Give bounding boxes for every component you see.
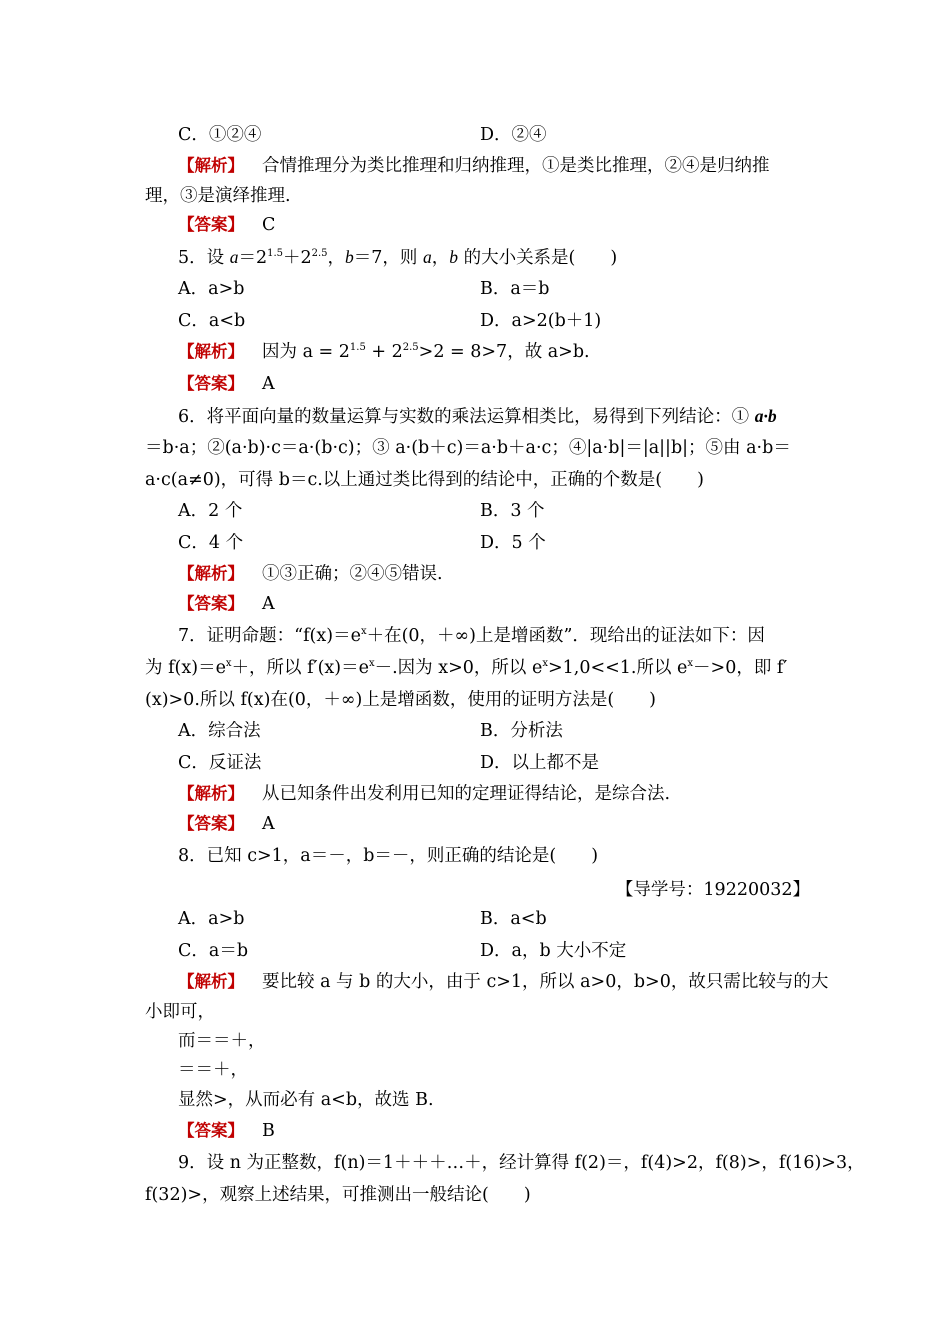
q7-option-b: B．分析法 (480, 721, 563, 741)
q6-options-ab (178, 499, 843, 523)
q8-option-d: D．a，b 大小不定 (480, 941, 627, 961)
q6-option-d: D．5 个 (480, 533, 546, 553)
q4-answer: 【答案】 C (178, 215, 276, 235)
q7-option-c: C．反证法 (178, 753, 262, 773)
q5-option-c: C．a<b (178, 311, 246, 331)
q8-analysis-line3: 而＝＝＋， (178, 1031, 266, 1051)
q5-options-cd (178, 309, 843, 333)
q8-option-c: C．a＝b (178, 941, 249, 961)
q8-options-ab (178, 907, 843, 931)
q7-stem-line2: 为 $f(x)=e^x+$，所以 $f'(x)=e^x-$.因为 x>0，所以 $e^x>1,0<<1$.所以 $e^x->0$，即 f′ (145, 658, 788, 678)
q9-stem-line2: f(32)>，观察上述结果，可推测出一般结论( ) (145, 1185, 531, 1205)
q4-analysis-cont: 理，③是演绎推理. (145, 186, 291, 206)
q7-options-ab (178, 719, 843, 743)
analysis-tag: 【解析】 (178, 342, 244, 361)
q4-analysis: 【解析】 合情推理分为类比推理和归纳推理，①是类比推理，②④是归纳推 (178, 156, 770, 176)
q7-option-d: D．以上都不是 (480, 753, 600, 773)
analysis-tag: 【解析】 (178, 784, 244, 803)
q5-stem: 5．设 $a=2^{1.5}+2^{2.5}$，b＝7，则 a，b 的大小关系是( ) (178, 247, 618, 268)
answer-tag: 【答案】 (178, 814, 244, 833)
q9-stem-line1: 9．设 n 为正整数，f(n)＝1＋＋＋…＋，经计算得 f(2)＝，f(4)>2，f(8)>，f(16)>3， (178, 1153, 865, 1173)
analysis-tag: 【解析】 (178, 972, 244, 991)
q8-options-cd (178, 939, 843, 963)
analysis-tag: 【解析】 (178, 156, 244, 175)
q8-analysis-line2: 小即可， (145, 1002, 215, 1022)
q7-analysis: 【解析】 从已知条件出发利用已知的定理证得结论，是综合法. (178, 784, 671, 804)
q7-stem-line3: (x)>0.所以 f(x)在(0，＋∞)上是增函数，使用的证明方法是( ) (145, 690, 656, 710)
q4-option-c: C．①②④ (178, 125, 262, 145)
q5-answer: 【答案】 A (178, 374, 275, 394)
q5-options-ab (178, 277, 843, 301)
q7-answer: 【答案】 A (178, 814, 275, 834)
study-number-ref: 【导学号：19220032】 (615, 880, 810, 900)
q6-stem-line2: ＝b·a；②(a·b)·c＝a·(b·c)；③ a·(b＋c)＝a·b＋a·c；④|a·b|＝|a||b|；⑤由 a·b＝ (145, 438, 791, 458)
q6-stem-line1: 6．将平面向量的数量运算与实数的乘法运算相类比，易得到下列结论：① a·b (178, 406, 777, 427)
q6-options-cd (178, 531, 843, 555)
q5-analysis: 【解析】 因为 $a = 2^{1.5} + 2^{2.5}>2 = 8>7$，故 a>b. (178, 342, 590, 362)
analysis-tag: 【解析】 (178, 564, 244, 583)
q8-option-b: B．a<b (480, 909, 547, 929)
answer-tag: 【答案】 (178, 374, 244, 393)
q4-options-cd (178, 123, 843, 147)
q7-options-cd (178, 751, 843, 775)
q8-analysis: 【解析】 要比较 a 与 b 的大小，由于 c>1，所以 a>0，b>0，故只需比较与的大 (178, 972, 829, 992)
q8-analysis-line5: 显然>，从而必有 a<b，故选 B. (178, 1090, 434, 1110)
q6-option-b: B．3 个 (480, 501, 545, 521)
q6-option-c: C．4 个 (178, 533, 244, 553)
q8-answer: 【答案】 B (178, 1121, 275, 1141)
q6-analysis: 【解析】 ①③正确；②④⑤错误. (178, 564, 443, 584)
q5-option-a: A．a>b (178, 279, 245, 299)
q7-stem-line1: 7．证明命题：“$f(x)=e^x+$在(0，＋∞)上是增函数”．现给出的证法如下：因 (178, 626, 765, 646)
q6-stem-line3: a·c(a≠0)，可得 b＝c.以上通过类比得到的结论中，正确的个数是( ) (145, 470, 704, 490)
answer-tag: 【答案】 (178, 1121, 244, 1140)
q4-option-d: D．②④ (480, 125, 547, 145)
q8-analysis-line4: ＝＝＋， (178, 1060, 248, 1080)
q6-option-a: A．2 个 (178, 501, 243, 521)
q8-option-a: A．a>b (178, 909, 245, 929)
q6-answer: 【答案】 A (178, 594, 275, 614)
q5-option-b: B．a＝b (480, 279, 550, 299)
q5-option-d: D．a>2(b＋1) (480, 311, 602, 331)
answer-tag: 【答案】 (178, 594, 244, 613)
q8-stem: 8．已知 c>1，a＝－，b＝－，则正确的结论是( ) (178, 846, 599, 866)
q7-option-a: A．综合法 (178, 721, 261, 741)
answer-tag: 【答案】 (178, 215, 244, 234)
